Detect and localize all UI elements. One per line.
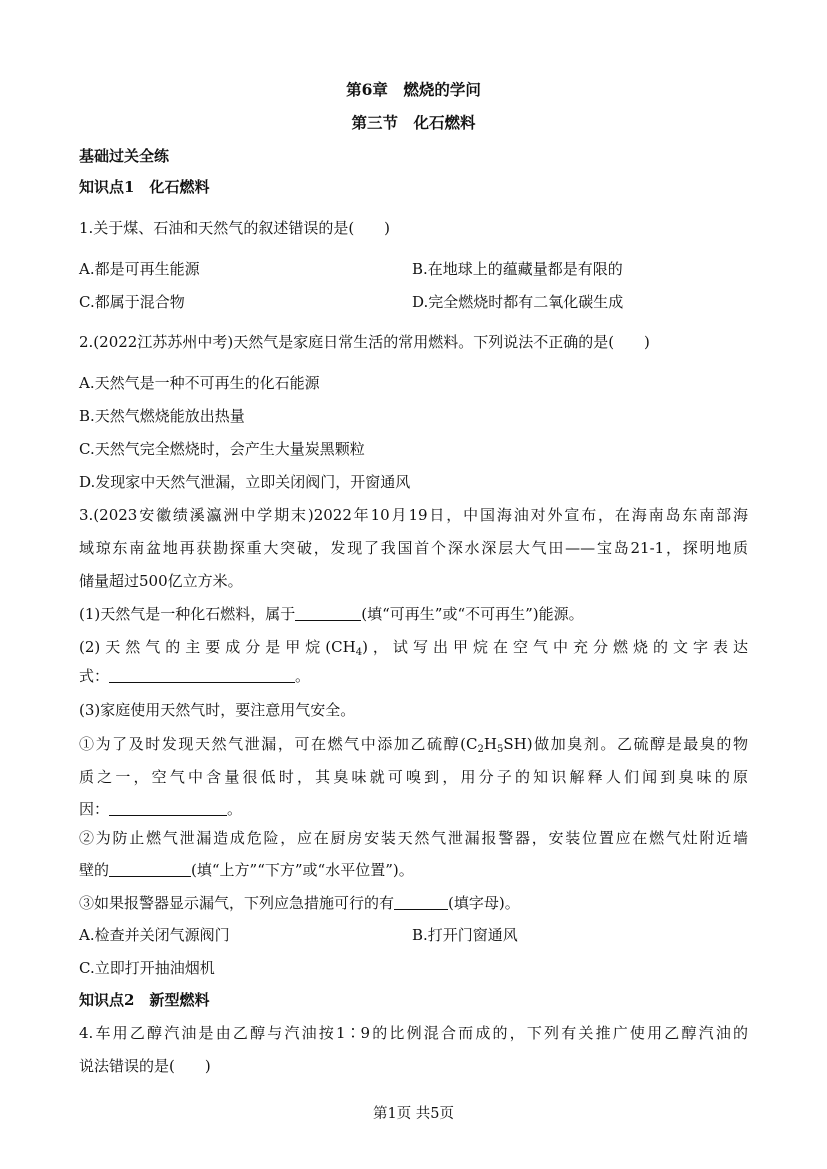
question-3-option-c: C.立即打开抽油烟机 [79, 959, 215, 977]
option-b: B.打开门窗通风 [412, 926, 518, 944]
question-2-option-c: C.天然气完全燃烧时，会产生大量炭黑颗粒 [79, 440, 365, 458]
question-3-sub-1-line3: 因： 。 [79, 800, 243, 818]
option-a: A.检查并关闭气源阀门 [79, 926, 230, 944]
question-3-stem-line3: 储量超过500亿立方米。 [79, 572, 243, 590]
question-3-sub-1-line1: ①为了及时发现天然气泄漏，可在燃气中添加乙硫醇$(C_2H_5SH)$做加臭剂。乙硫醇是最臭的物 [79, 735, 748, 755]
knowledge-point-2: 知识点2 新型燃料 [79, 991, 210, 1009]
answer-blank-5[interactable] [394, 894, 448, 910]
part-heading: 基础过关全练 [79, 147, 170, 165]
question-3-part-3: (3)家庭使用天然气时，要注意用气安全。 [79, 701, 356, 719]
question-3-sub-3: ③如果报警器显示漏气，下列应急措施可行的有 (填字母)。 [79, 894, 520, 912]
question-2-option-b: B.天然气燃烧能放出热量 [79, 407, 245, 425]
question-3-part-2-line2: 式： 。 [79, 667, 311, 685]
option-d: D.完全燃烧时都有二氧化碳生成 [412, 293, 624, 311]
question-1-options-row2 [79, 292, 748, 312]
page-footer: 第1页 共5页 [372, 1106, 455, 1122]
question-4-stem-line1: 4.车用乙醇汽油是由乙醇与汽油按1∶9的比例混合而成的，下列有关推广使用乙醇汽油的 [79, 1024, 748, 1042]
question-3-sub-2-line1: ②为防止燃气泄漏造成危险，应在厨房安装天然气泄漏报警器，安装位置应在燃气灶附近墙 [79, 829, 748, 847]
option-c: C.都属于混合物 [79, 293, 185, 311]
question-4-stem-line2: 说法错误的是( ) [79, 1057, 211, 1075]
answer-blank-2[interactable] [109, 667, 295, 683]
question-1-options-row1 [79, 259, 748, 279]
question-3-part-2: (2)天然气的主要成分是甲烷$(CH_4)$，试写出甲烷在空气中充分燃烧的文字表达 [79, 638, 748, 658]
option-b: B.在地球上的蕴藏量都是有限的 [412, 260, 623, 278]
option-a: A.都是可再生能源 [79, 260, 200, 278]
section-title: 第三节 化石燃料 [351, 113, 476, 132]
question-3-sub-1-line2: 质之一，空气中含量很低时，其臭味就可嗅到，用分子的知识解释人们闻到臭味的原 [79, 768, 748, 786]
chapter-title: 第6章 燃烧的学问 [346, 80, 481, 99]
question-3-options-row1 [79, 925, 748, 945]
answer-blank-3[interactable] [109, 800, 227, 816]
question-3-part-1: (1)天然气是一种化石燃料，属于 (填“可再生”或“不可再生”)能源。 [79, 605, 584, 623]
answer-blank-4[interactable] [109, 861, 191, 877]
answer-blank-1[interactable] [295, 605, 361, 621]
question-3-stem-line2: 域琼东南盆地再获勘探重大突破，发现了我国首个深水深层大气田——宝岛21-1，探明地质 [79, 539, 748, 557]
question-2-stem: 2.(2022江苏苏州中考)天然气是家庭日常生活的常用燃料。下列说法不正确的是( ) [79, 333, 650, 351]
knowledge-point-1: 知识点1 化石燃料 [79, 178, 210, 196]
question-2-option-d: D.发现家中天然气泄漏，立即关闭阀门，开窗通风 [79, 473, 411, 491]
question-1-stem: 1.关于煤、石油和天然气的叙述错误的是( ) [79, 219, 391, 237]
question-3-stem-line1: 3.(2023安徽绩溪瀛洲中学期末)2022年10月19日，中国海油对外宣布，在海南岛东南部海 [79, 506, 748, 524]
question-3-sub-2-line2: 壁的 (填“上方”“下方”或“水平位置”)。 [79, 861, 414, 879]
question-2-option-a: A.天然气是一种不可再生的化石能源 [79, 374, 320, 392]
